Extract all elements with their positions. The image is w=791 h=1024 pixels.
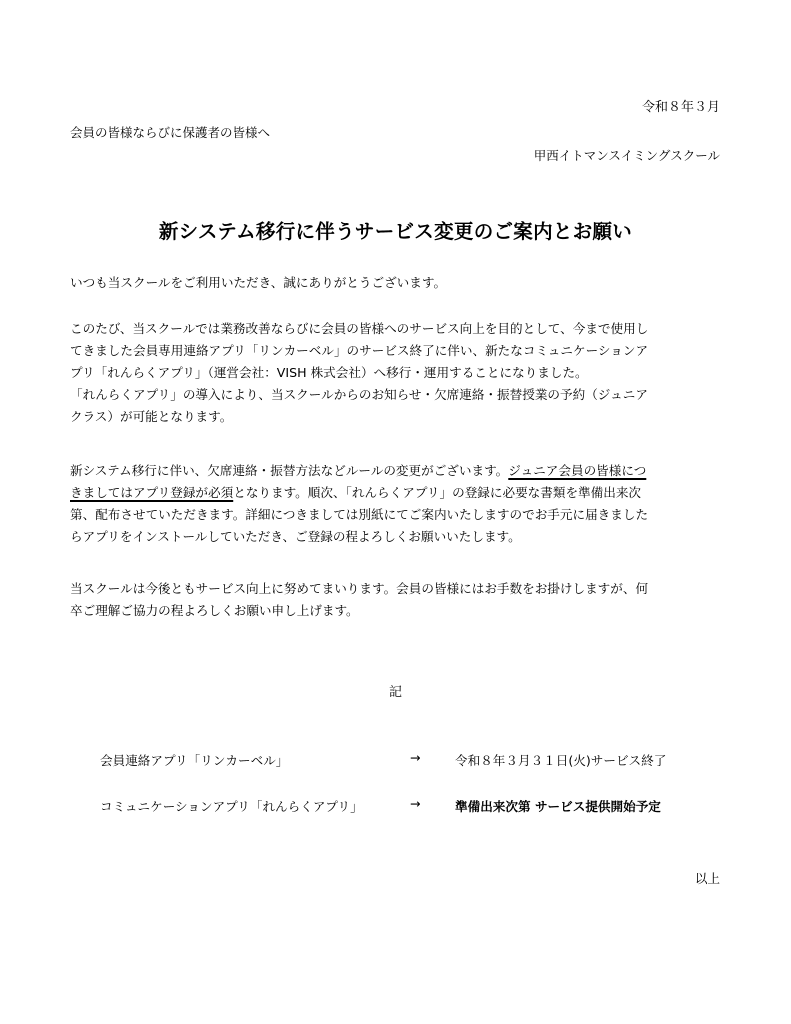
paragraph-line: 第、配布させていただきます。詳細につきましては別紙にてご案内いたしますのでお手元に届きました <box>70 507 649 522</box>
ki-heading: 記 <box>388 685 402 700</box>
paragraph-system-change <box>70 318 730 428</box>
sender-name: 甲西イトマンスイミングスクール <box>533 148 720 163</box>
document-date: 令和８年３月 <box>641 100 720 115</box>
paragraph-line: 当スクールは今後ともサービス向上に努めてまいります。会員の皆様にはお手数をお掛けしますが、何 <box>70 581 649 596</box>
paragraph-line: らアプリをインストールしていただき、ご登録の程よろしくお願いいたします。 <box>70 529 521 544</box>
paragraph-line: 卒ご理解ご協力の程よろしくお願い申し上げます。 <box>70 603 359 618</box>
greeting-line: いつも当スクールをご利用いただき、誠にありがとうございます。 <box>70 275 447 290</box>
paragraph-text: 新システム移行に伴い、欠席連絡・振替方法などルールの変更がございます。 <box>70 463 509 478</box>
emphasis-underlined-text: きましてはアプリ登録が必須 <box>70 485 234 500</box>
item-value: 令和８年３月３１日(火)サービス終了 <box>455 753 667 768</box>
paragraph-text: となります。順次、「れんらくアプリ」の登録に必要な書類を準備出来次 <box>233 485 642 500</box>
paragraph-line: プリ「れんらくアプリ」（運営会社：VISH 株式会社）へ移行・運用することになりました。 <box>70 365 588 380</box>
paragraph-line: クラス）が可能となります。 <box>70 409 233 424</box>
paragraph-closing-request <box>70 578 730 622</box>
paragraph-line: てきました会員専用連絡アプリ「リンカーベル」のサービス終了に伴い、新たなコミュニケーションア <box>70 343 649 358</box>
item-name: 会員連絡アプリ「リンカーベル」 <box>100 753 289 768</box>
greeting-paragraph <box>70 272 730 294</box>
emphasis-underlined-text: ジュニア会員の皆様につ <box>508 463 647 478</box>
paragraph-rule-change <box>70 460 730 548</box>
paragraph-line <box>70 482 730 504</box>
item-name: コミュニケーションアプリ「れんらくアプリ」 <box>100 799 363 814</box>
arrow-icon: → <box>410 796 421 811</box>
paragraph-line: 「れんらくアプリ」の導入により、当スクールからのお知らせ・欠席連絡・振替授業の予約（ジュニア <box>70 387 648 402</box>
document-title: 新システム移行に伴うサービス変更のご案内とお願い <box>158 220 633 243</box>
closing-mark: 以上 <box>694 871 720 886</box>
arrow-icon: → <box>410 750 421 765</box>
item-value: 準備出来次第 サービス提供開始予定 <box>455 799 661 814</box>
addressee-line: 会員の皆様ならびに保護者の皆様へ <box>70 125 271 140</box>
paragraph-line <box>70 460 730 482</box>
paragraph-line: このたび、当スクールでは業務改善ならびに会員の皆様へのサービス向上を目的として、今まで使用し <box>70 321 649 336</box>
